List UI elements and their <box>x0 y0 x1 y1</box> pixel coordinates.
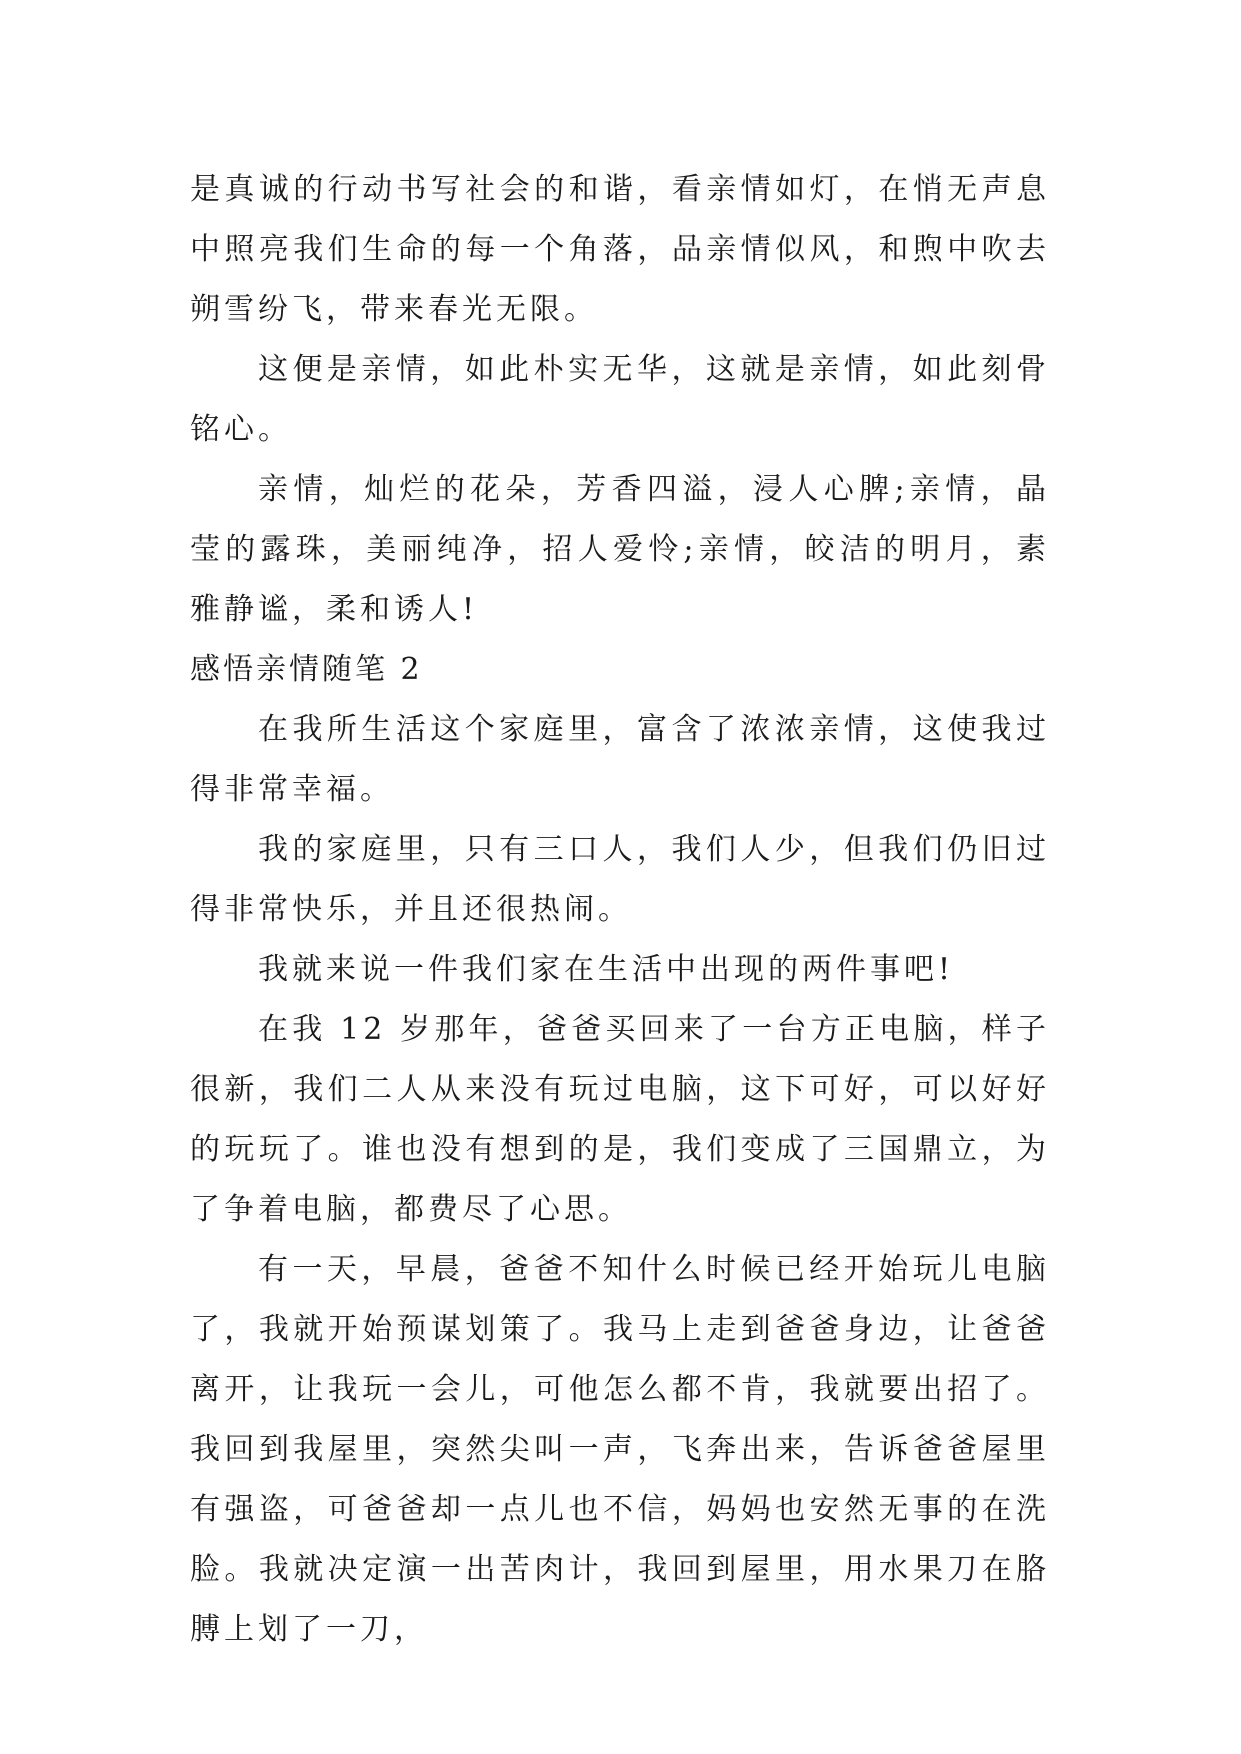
paragraph: 亲情，灿烂的花朵，芳香四溢，浸人心脾;亲情，晶莹的露珠，美丽纯净，招人爱怜;亲情，皎洁的明月，素雅静谧，柔和诱人! <box>190 472 1050 627</box>
paragraph: 有一天，早晨，爸爸不知什么时候已经开始玩儿电脑了，我就开始预谋划策了。我马上走到爸爸身边，让爸爸离开，让我玩一会儿，可他怎么都不肯，我就要出招了。我回到我屋里，突然尖叫一声，飞奔出来，告诉爸爸屋里有强盗，可爸爸却一点儿也不信，妈妈也安然无事的在洗脸。我就决定演一出苦肉计，我回到屋里，用水果刀在胳膊上划了一刀， <box>190 1252 1050 1647</box>
paragraph: 我就来说一件我们家在生活中出现的两件事吧! <box>258 952 955 987</box>
section-title: 感悟亲情随笔 2 <box>190 652 423 687</box>
paragraph: 我的家庭里，只有三口人，我们人少，但我们仍旧过得非常快乐，并且还很热闹。 <box>190 832 1050 927</box>
paragraph: 这便是亲情，如此朴实无华，这就是亲情，如此刻骨铭心。 <box>190 352 1050 447</box>
document-body <box>190 160 1050 1660</box>
paragraph: 在我所生活这个家庭里，富含了浓浓亲情，这使我过得非常幸福。 <box>190 712 1050 807</box>
paragraph: 在我 12 岁那年，爸爸买回来了一台方正电脑，样子很新，我们二人从来没有玩过电脑，这下可好，可以好好的玩玩了。谁也没有想到的是，我们变成了三国鼎立，为了争着电脑，都费尽了心思。 <box>190 1012 1050 1227</box>
paragraph-continuation: 是真诚的行动书写社会的和谐，看亲情如灯，在悄无声息中照亮我们生命的每一个角落，品亲情似风，和煦中吹去朔雪纷飞，带来春光无限。 <box>190 172 1050 327</box>
